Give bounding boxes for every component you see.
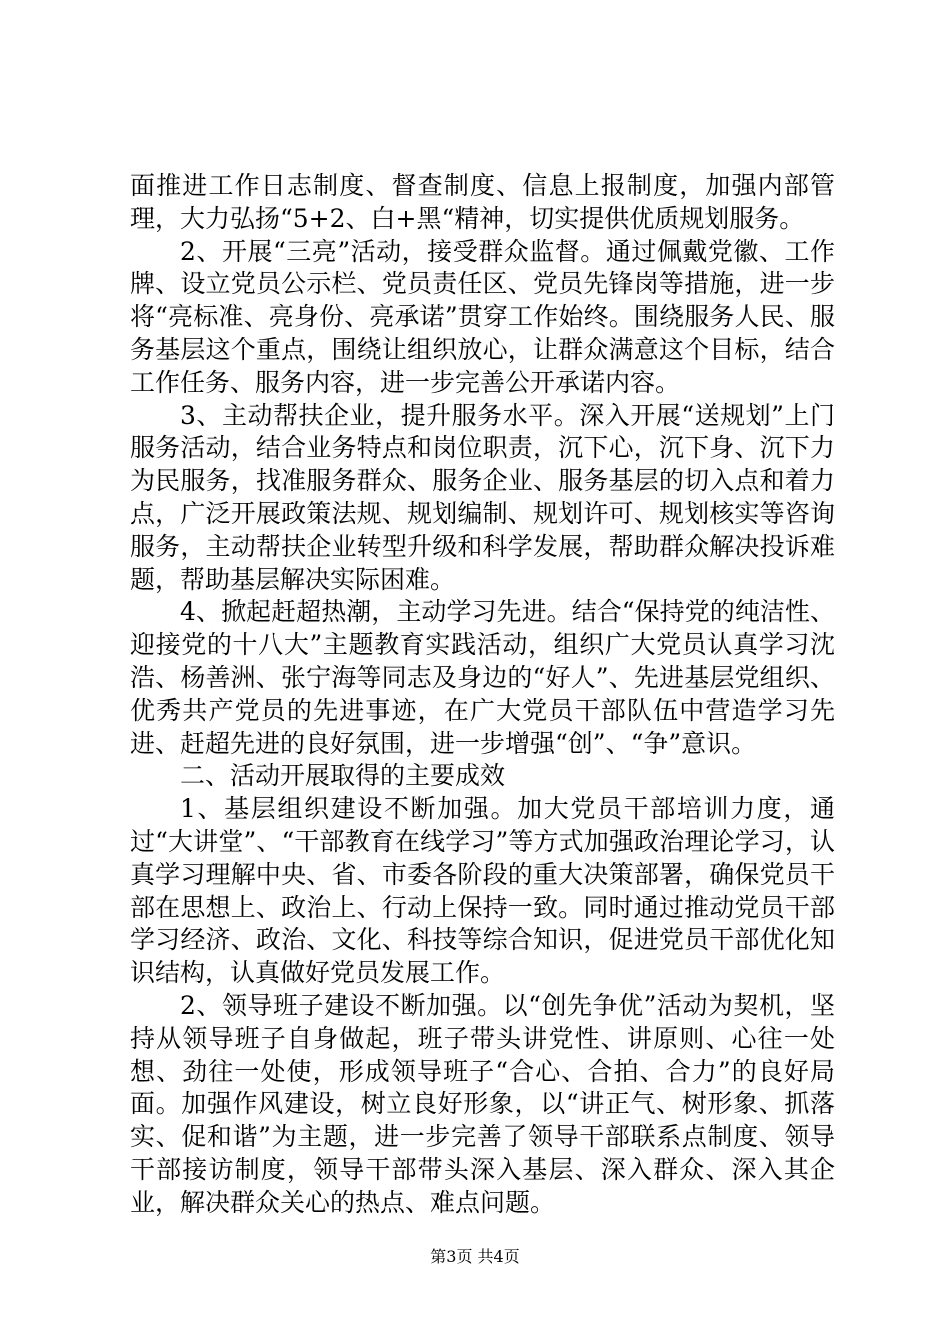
page-number-footer: 第3页 共4页 — [430, 1247, 520, 1266]
paragraph-1: 面推进工作日志制度、督查制度、信息上报制度，加强内部管理，大力弘扬“5+2、白+黑“精神，切实提供优质规划服务。 — [130, 171, 835, 233]
paragraph-6: 2、领导班子建设不断加强。以“创先争优”活动为契机，坚持从领导班子自身做起，班子带头讲党性、讲原则、心往一处想、劲往一处使，形成领导班子“合心、合拍、合力”的良好局面。加强作风建设，树立良好形象，以“讲正气、树形象、抓落实、促和谐”为主题，进一步完善了领导干部联系点制度、领导干部接访制度，领导干部带头深入基层、深入群众、深入其企业，解决群众关心的热点、难点问题。 — [130, 990, 835, 1217]
paragraph-3: 3、主动帮扶企业，提升服务水平。深入开展“送规划”上门服务活动，结合业务特点和岗位职责，沉下心，沉下身、沉下力为民服务，找准服务群众、服务企业、服务基层的切入点和着力点，广泛开展政策法规、规划编制、规划许可、规划核实等咨询服务，主动帮扶企业转型升级和科学发展，帮助群众解决投诉难题，帮助基层解决实际困难。 — [130, 400, 835, 594]
section-heading: 二、活动开展取得的主要成效 — [180, 761, 506, 791]
paragraph-2: 2、开展“三亮”活动，接受群众监督。通过佩戴党徽、工作牌、设立党员公示栏、党员责任区、党员先锋岗等措施，进一步将“亮标准、亮身份、亮承诺”贯穿工作始终。围绕服务人民、服务基层这个重点，围绕让组织放心，让群众满意这个目标，结合工作任务、服务内容，进一步完善公开承诺内容。 — [130, 236, 835, 397]
paragraph-4: 4、掀起赶超热潮，主动学习先进。结合“保持党的纯洁性、迎接党的十八大”主题教育实践活动，组织广大党员认真学习沈浩、杨善洲、张宁海等同志及身边的“好人”、先进基层党组织、优秀共产党员的先进事迹，在广大党员干部队伍中营造学习先进、赶超先进的良好氛围，进一步增强“创”、“争”意识。 — [130, 597, 835, 758]
document-body — [130, 170, 835, 1220]
paragraph-5: 1、基层组织建设不断加强。加大党员干部培训力度，通过“大讲堂”、“干部教育在线学习”等方式加强政治理论学习，认真学习理解中央、省、市委各阶段的重大决策部署，确保党员干部在思想上、政治上、行动上保持一致。同时通过推动党员干部学习经济、政治、文化、科技等综合知识，促进党员干部优化知识结构，认真做好党员发展工作。 — [130, 794, 835, 988]
